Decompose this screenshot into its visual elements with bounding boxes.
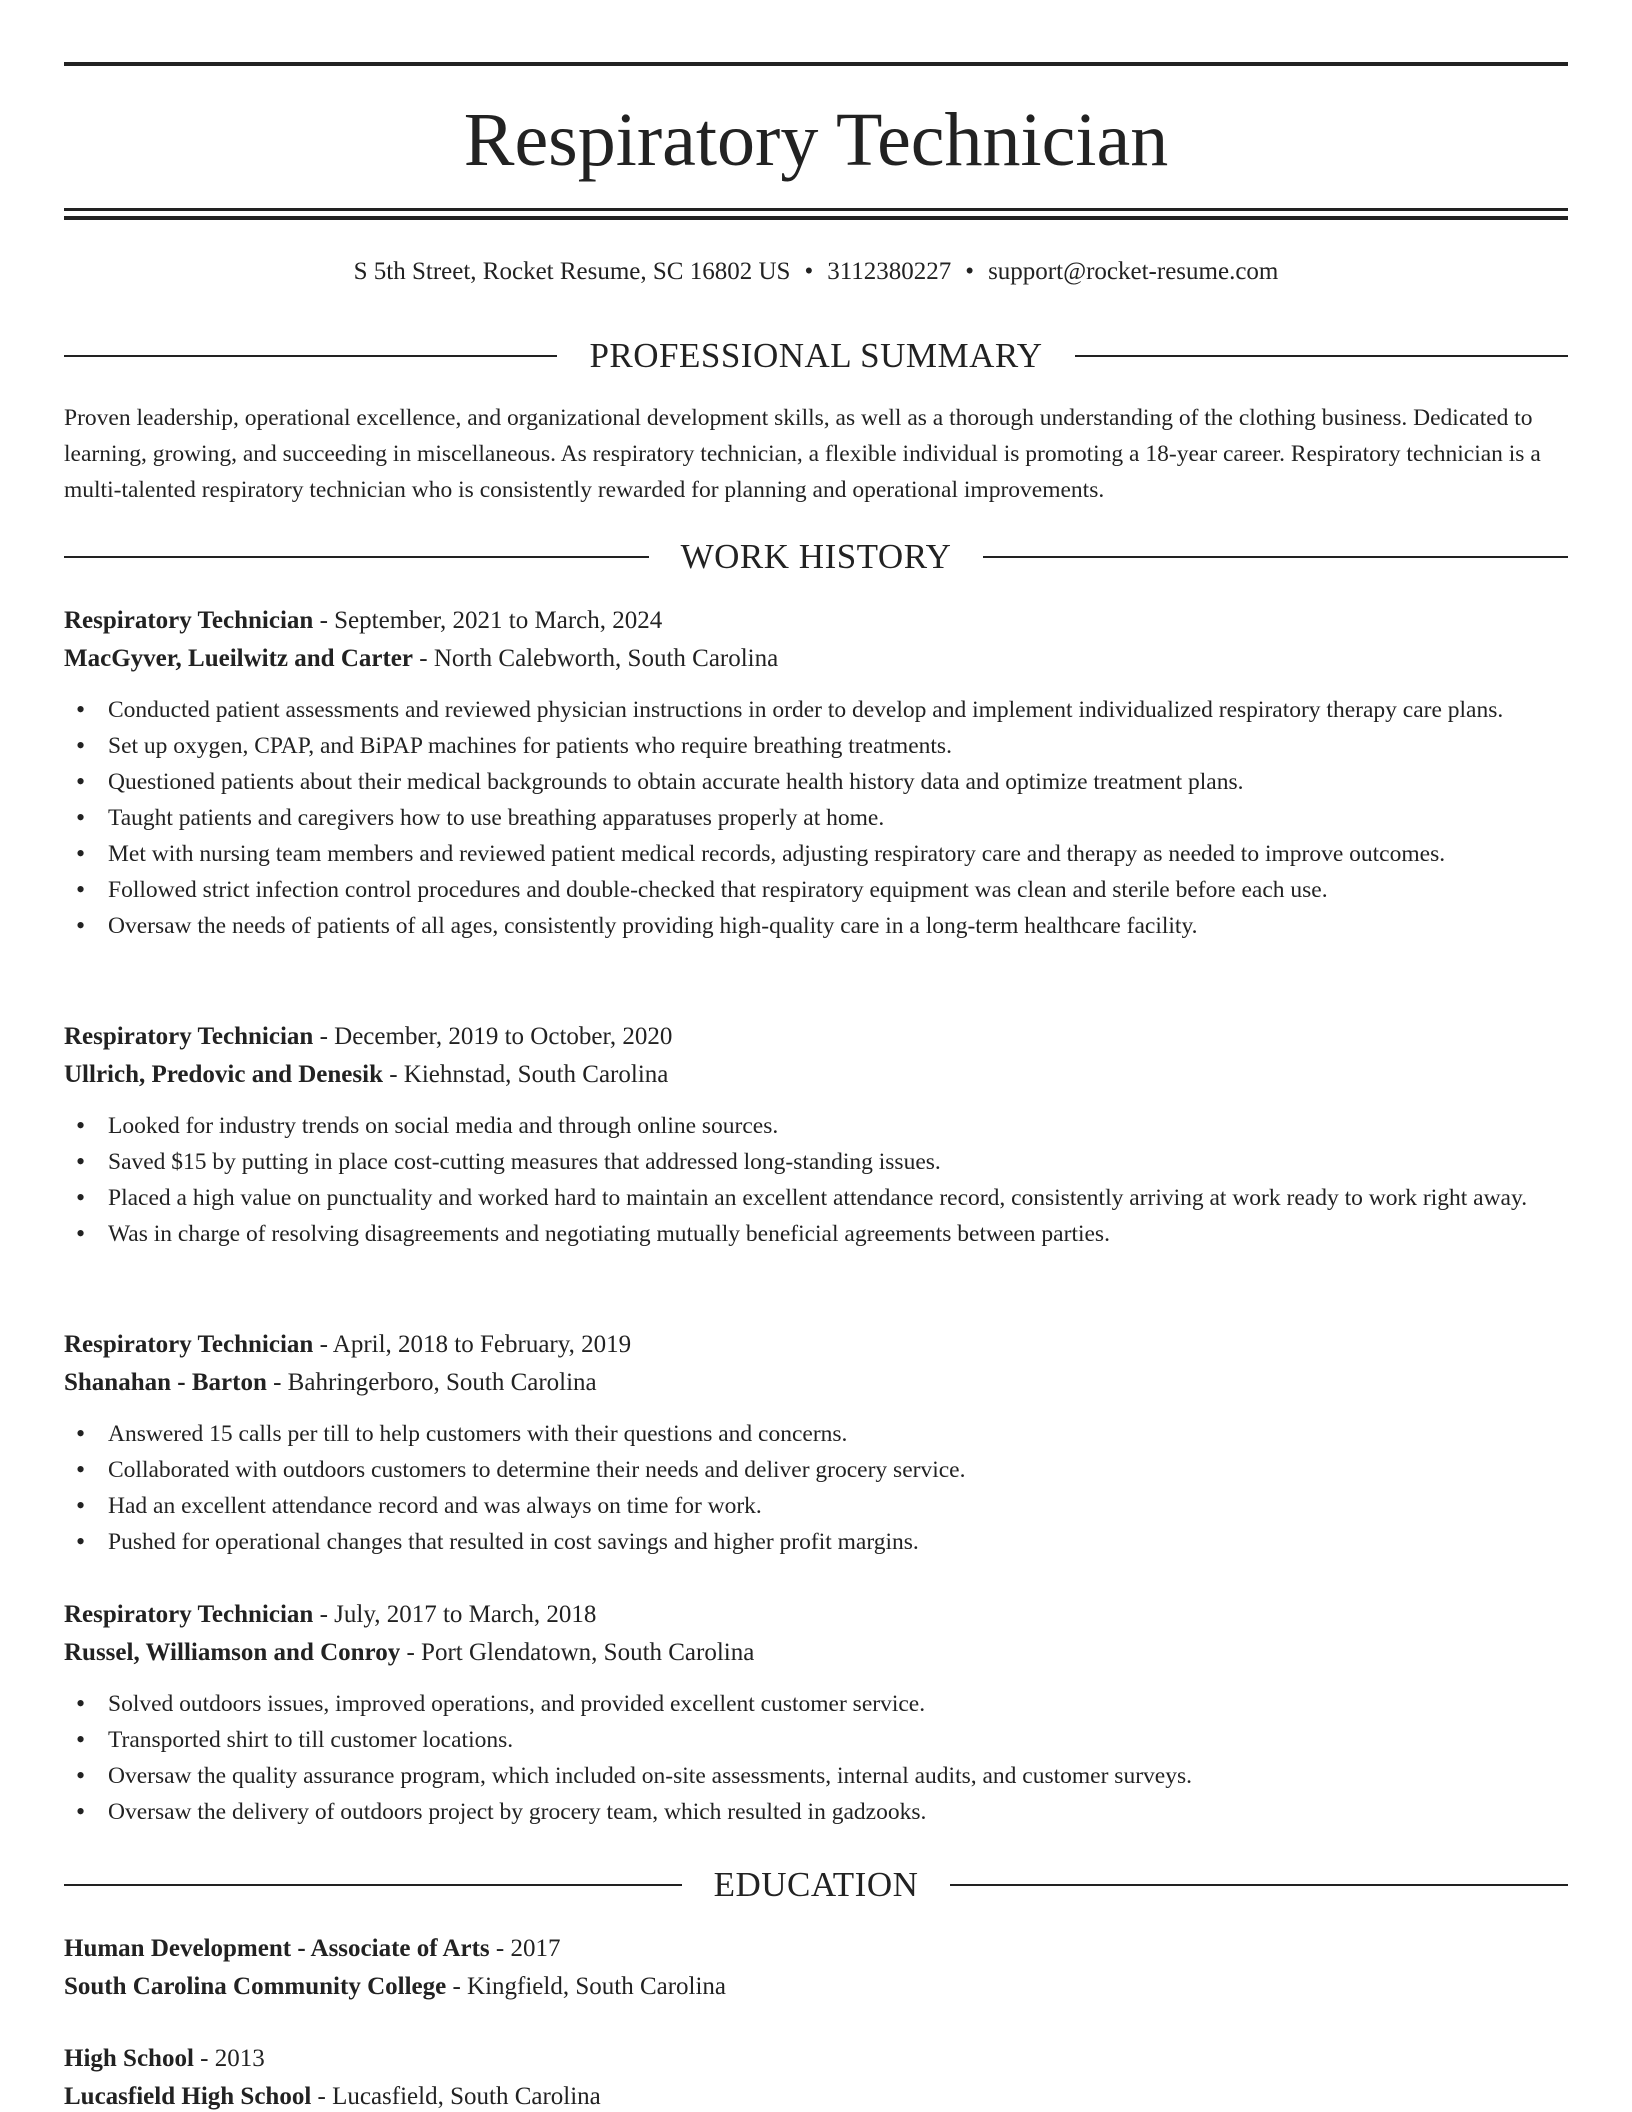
job-role: Respiratory Technician — [64, 607, 314, 634]
job-dates: - September, 2021 to March, 2024 — [313, 607, 663, 634]
job-dates: - July, 2017 to March, 2018 — [313, 1601, 597, 1628]
job-company: Russel, Williamson and Conroy — [64, 1639, 401, 1666]
education-school: South Carolina Community College — [64, 1973, 447, 2000]
section-rule-right — [983, 556, 1568, 558]
job-location: - Bahringerboro, South Carolina — [266, 1369, 597, 1396]
education-degree: Human Development - Associate of Arts — [64, 1935, 490, 1962]
job-location: - North Calebworth, South Carolina — [413, 645, 779, 672]
title-double-rule — [64, 208, 1568, 220]
list-item: • Solved outdoors issues, improved operations, and provided excellent customer service. — [64, 1686, 1568, 1722]
education-school-line — [64, 1968, 1568, 2006]
list-item: • Met with nursing team members and reviewed patient medical records, adjusting respiratory care and therapy as needed to improve outcomes. — [64, 836, 1568, 872]
job-bullets — [64, 692, 1568, 944]
section-rule-left — [64, 355, 557, 357]
list-item: • Followed strict infection control procedures and double-checked that respiratory equipment was clean and sterile before each use. — [64, 872, 1568, 908]
contact-separator: • — [804, 258, 814, 285]
list-item: • Looked for industry trends on social media and through online sources. — [64, 1108, 1568, 1144]
list-item: • Taught patients and caregivers how to use breathing apparatuses properly at home. — [64, 800, 1568, 836]
section-rule-left — [64, 1884, 682, 1886]
job-bullets — [64, 1108, 1568, 1252]
work-entry — [64, 1326, 1568, 1560]
list-item: • Oversaw the needs of patients of all ages, consistently providing high-quality care in a long-term healthcare facility. — [64, 908, 1568, 944]
section-header-education — [64, 1863, 1568, 1907]
list-item: • Oversaw the quality assurance program, which included on-site assessments, internal audits, and customer surveys. — [64, 1758, 1568, 1794]
education-school: Lucasfield High School — [64, 2083, 312, 2110]
section-header-summary — [64, 334, 1568, 378]
list-item: • Conducted patient assessments and reviewed physician instructions in order to develop and implement individualized respiratory therapy care plans. — [64, 692, 1568, 728]
education-year: - 2017 — [489, 1935, 561, 1962]
education-location: - Kingfield, South Carolina — [446, 1973, 727, 2000]
job-role: Respiratory Technician — [64, 1331, 314, 1358]
list-item: • Placed a high value on punctuality and worked hard to maintain an excellent attendance record, consistently arriving at work ready to work right away. — [64, 1180, 1568, 1216]
job-company: Shanahan - Barton — [64, 1369, 267, 1396]
job-title-line — [64, 602, 1568, 640]
education-entry — [64, 2040, 1568, 2112]
list-item: • Collaborated with outdoors customers to determine their needs and deliver grocery service. — [64, 1452, 1568, 1488]
section-title: PROFESSIONAL SUMMARY — [589, 336, 1043, 375]
section-rule-right — [950, 1884, 1568, 1886]
job-bullets — [64, 1416, 1568, 1560]
education-degree-line — [64, 1930, 1568, 1968]
section-rule-right — [1075, 355, 1568, 357]
section-title: WORK HISTORY — [680, 537, 952, 576]
job-location: - Kiehnstad, South Carolina — [382, 1061, 669, 1088]
list-item: • Oversaw the delivery of outdoors project by grocery team, which resulted in gadzooks. — [64, 1794, 1568, 1830]
job-role: Respiratory Technician — [64, 1601, 314, 1628]
list-item: • Had an excellent attendance record and was always on time for work. — [64, 1488, 1568, 1524]
job-bullets — [64, 1686, 1568, 1830]
education-entry — [64, 1930, 1568, 2006]
job-company: MacGyver, Lueilwitz and Carter — [64, 645, 413, 672]
list-item: • Saved $15 by putting in place cost-cutting measures that addressed long-standing issues. — [64, 1144, 1568, 1180]
job-location: - Port Glendatown, South Carolina — [400, 1639, 755, 1666]
list-item: • Pushed for operational changes that resulted in cost savings and higher profit margins. — [64, 1524, 1568, 1560]
summary-text: Proven leadership, operational excellence, and organizational development skills, as well as a thorough understanding of the clothing business. Dedicated to learning, growing, and succeeding in miscellaneous. As respiratory technician, a flexible individual is promoting a 18-year career. Respiratory technician is a multi-talented respiratory technician who is consistently rewarded for planning and operational improvements. — [64, 405, 1541, 503]
section-title: EDUCATION — [713, 1865, 919, 1904]
job-title-line — [64, 1018, 1568, 1056]
section-header-work-history — [64, 535, 1568, 579]
work-entry — [64, 1596, 1568, 1830]
job-title-line — [64, 1326, 1568, 1364]
job-title-line — [64, 1596, 1568, 1634]
education-school-line — [64, 2078, 1568, 2112]
job-company-line — [64, 1364, 1568, 1402]
contact-email: support@rocket-resume.com — [988, 258, 1279, 285]
resume-title: Respiratory Technician — [463, 98, 1169, 182]
contact-phone: 3112380227 — [827, 258, 952, 285]
work-entry — [64, 1018, 1568, 1252]
contact-separator: • — [965, 258, 975, 285]
list-item: • Set up oxygen, CPAP, and BiPAP machines for patients who require breathing treatments. — [64, 728, 1568, 764]
education-year: - 2013 — [193, 2045, 265, 2072]
job-dates: - April, 2018 to February, 2019 — [313, 1331, 632, 1358]
list-item: • Transported shirt to till customer locations. — [64, 1722, 1568, 1758]
job-dates: - December, 2019 to October, 2020 — [313, 1023, 673, 1050]
job-role: Respiratory Technician — [64, 1023, 314, 1050]
section-rule-left — [64, 556, 649, 558]
contact-line — [64, 256, 1568, 288]
list-item: • Was in charge of resolving disagreements and negotiating mutually beneficial agreements between parties. — [64, 1216, 1568, 1252]
job-company-line — [64, 640, 1568, 678]
job-company: Ullrich, Predovic and Denesik — [64, 1061, 383, 1088]
list-item: • Answered 15 calls per till to help customers with their questions and concerns. — [64, 1416, 1568, 1452]
job-company-line — [64, 1634, 1568, 1672]
education-location: - Lucasfield, South Carolina — [311, 2083, 601, 2110]
contact-address: S 5th Street, Rocket Resume, SC 16802 US — [353, 258, 791, 285]
education-degree: High School — [64, 2045, 194, 2072]
education-degree-line — [64, 2040, 1568, 2078]
work-entry — [64, 602, 1568, 944]
top-rule — [64, 62, 1568, 66]
job-company-line — [64, 1056, 1568, 1094]
list-item: • Questioned patients about their medical backgrounds to obtain accurate health history data and optimize treatment plans. — [64, 764, 1568, 800]
